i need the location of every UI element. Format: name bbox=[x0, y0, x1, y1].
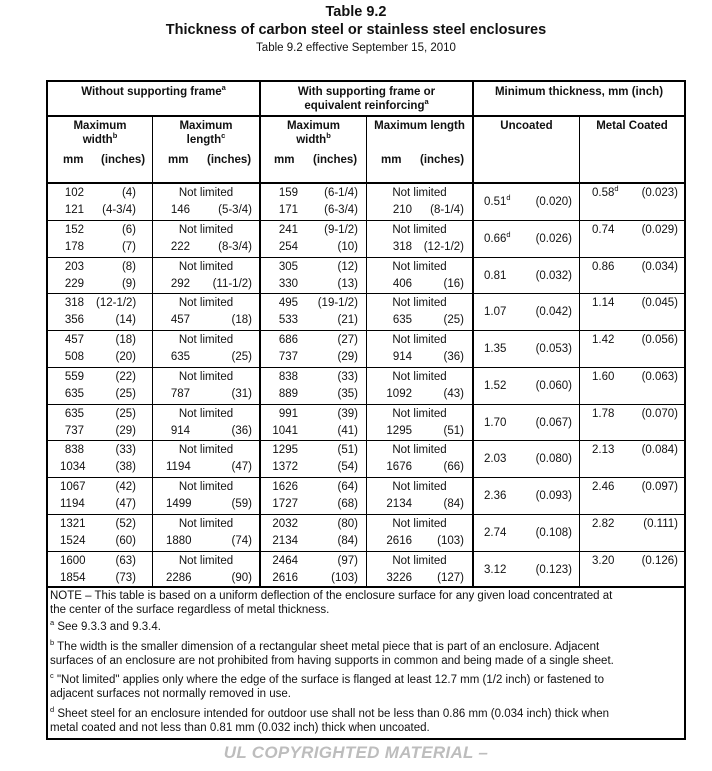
width2-mm: 1626 bbox=[272, 481, 298, 493]
width1-in: (6) bbox=[121, 223, 136, 236]
width1-in: (4-3/4) bbox=[102, 204, 136, 216]
length2-mm: 210 bbox=[392, 204, 412, 216]
header-group3: Minimum thickness, mm (inch) bbox=[494, 86, 664, 98]
width2-mm: 737 bbox=[278, 351, 298, 363]
width1-mm: 508 bbox=[64, 351, 84, 363]
footnote-b: $^b$ The width is the smaller dimension of a rectangular sheet metal piece that is part of an enclosure. Adjacent surfaces of an enclosure are not prohibited from having supports in common and being made of a single sheet. bbox=[50, 638, 614, 667]
coated-mm: 0.86 bbox=[592, 260, 615, 273]
length1-not-limited: Not limited bbox=[178, 223, 234, 236]
col-rule-2 bbox=[259, 80, 261, 586]
length2-mm: 2616 bbox=[386, 534, 412, 547]
width1-mm: 559 bbox=[64, 370, 84, 383]
length2-in: (16) bbox=[443, 277, 464, 290]
coated-mm: 0.58$^d$ bbox=[592, 184, 619, 199]
length1-not-limited: Not limited bbox=[178, 370, 234, 383]
coated-in: (0.126) bbox=[641, 554, 678, 567]
coated-in: (0.056) bbox=[641, 334, 678, 346]
length1-mm: 146 bbox=[170, 204, 190, 216]
width2-in: (12) bbox=[337, 260, 358, 273]
length1-mm: 2286 bbox=[166, 571, 192, 584]
width2-in: (80) bbox=[337, 517, 358, 530]
length1-not-limited: Not limited bbox=[178, 407, 234, 420]
coated-in: (0.034) bbox=[641, 260, 678, 273]
coated-in: (0.097) bbox=[641, 481, 678, 493]
uncoated-in: (0.108) bbox=[535, 526, 572, 539]
length2-not-limited: Not limited bbox=[392, 260, 447, 273]
length2-in: (51) bbox=[443, 424, 464, 437]
length2-mm: 1676 bbox=[386, 461, 412, 474]
uncoated-in: (0.123) bbox=[535, 563, 572, 576]
header-uncoated: Uncoated bbox=[500, 120, 553, 132]
unit-inches-3: (inches) bbox=[313, 154, 358, 166]
width1-mm: 1034 bbox=[60, 461, 86, 474]
width1-mm: 203 bbox=[64, 260, 84, 273]
width1-mm: 121 bbox=[64, 204, 84, 216]
header-group1: Without supporting frame$^a$ bbox=[81, 83, 226, 98]
width2-mm: 2616 bbox=[272, 571, 298, 584]
header-max-length-1: Maximum length$^c$ bbox=[179, 120, 233, 146]
unit-inches-1: (inches) bbox=[101, 154, 146, 166]
length2-in: (127) bbox=[437, 571, 464, 584]
length2-in: (36) bbox=[443, 351, 464, 363]
width1-in: (42) bbox=[115, 481, 136, 493]
coated-in: (0.063) bbox=[641, 370, 678, 383]
uncoated-mm: 1.52 bbox=[484, 379, 507, 392]
effective-date: Table 9.2 effective September 15, 2010 bbox=[256, 42, 456, 54]
width2-mm: 2464 bbox=[272, 554, 298, 567]
width2-mm: 991 bbox=[278, 407, 298, 420]
length2-mm: 914 bbox=[392, 351, 412, 363]
coated-in: (0.111) bbox=[643, 517, 678, 530]
length1-mm: 914 bbox=[170, 424, 190, 437]
length2-not-limited: Not limited bbox=[392, 187, 447, 199]
width1-mm: 737 bbox=[64, 424, 84, 437]
length2-not-limited: Not limited bbox=[392, 554, 447, 567]
width1-mm: 1321 bbox=[60, 517, 86, 530]
length1-in: (25) bbox=[231, 351, 252, 363]
coated-in: (0.045) bbox=[641, 297, 678, 310]
width1-mm: 1194 bbox=[60, 498, 85, 510]
width1-mm: 152 bbox=[64, 223, 84, 236]
width2-mm: 330 bbox=[278, 277, 298, 290]
width2-mm: 171 bbox=[278, 204, 298, 216]
length1-in: (47) bbox=[231, 461, 252, 474]
length2-mm: 406 bbox=[392, 277, 412, 290]
width2-in: (27) bbox=[337, 334, 358, 346]
uncoated-in: (0.080) bbox=[535, 453, 572, 466]
width1-in: (60) bbox=[115, 534, 136, 547]
width1-mm: 457 bbox=[64, 334, 84, 346]
width2-mm: 254 bbox=[278, 240, 298, 253]
length1-in: (8-3/4) bbox=[218, 240, 252, 253]
width1-in: (12-1/2) bbox=[96, 297, 137, 310]
width1-in: (7) bbox=[121, 240, 136, 253]
length1-mm: 222 bbox=[170, 240, 190, 253]
uncoated-mm: 0.81 bbox=[484, 269, 507, 282]
width1-in: (9) bbox=[121, 277, 136, 290]
table-subtitle: Thickness of carbon steel or stainless steel enclosures bbox=[165, 22, 547, 38]
width1-mm: 635 bbox=[64, 387, 84, 400]
length2-in: (66) bbox=[443, 461, 464, 474]
length2-mm: 1092 bbox=[386, 387, 412, 400]
footnote-c: $^c$ "Not limited" applies only where the edge of the surface is flanged at least 12.7 mm (1/2 inch) or fastened to adjacent surfaces not normally removed in use. bbox=[50, 671, 604, 700]
uncoated-mm: 0.51$^d$ bbox=[484, 193, 511, 208]
rule-notes bbox=[46, 586, 686, 588]
unit-inches-4: (inches) bbox=[420, 154, 465, 166]
width1-in: (14) bbox=[115, 314, 136, 327]
width1-in: (33) bbox=[115, 444, 136, 457]
footnote-a: $^a$ See 9.3.3 and 9.3.4. bbox=[50, 618, 161, 633]
width2-in: (6-3/4) bbox=[324, 204, 358, 216]
uncoated-in: (0.067) bbox=[535, 416, 572, 429]
width1-mm: 1854 bbox=[60, 571, 86, 584]
width2-mm: 2134 bbox=[272, 534, 298, 547]
coated-mm: 2.82 bbox=[592, 517, 615, 530]
width2-in: (35) bbox=[337, 387, 358, 400]
width1-in: (52) bbox=[115, 517, 136, 530]
coated-in: (0.084) bbox=[641, 444, 678, 457]
width1-in: (38) bbox=[115, 461, 136, 474]
length1-not-limited: Not limited bbox=[178, 481, 234, 493]
length1-in: (5-3/4) bbox=[218, 204, 252, 216]
width1-in: (4) bbox=[121, 187, 136, 199]
width2-in: (64) bbox=[337, 481, 358, 493]
table-title: Table 9.2 bbox=[325, 4, 387, 20]
width2-mm: 1295 bbox=[272, 444, 298, 457]
width2-in: (13) bbox=[337, 277, 358, 290]
coated-in: (0.023) bbox=[641, 187, 678, 199]
uncoated-mm: 2.36 bbox=[484, 490, 507, 502]
coated-mm: 2.13 bbox=[592, 444, 615, 457]
note-general: NOTE – This table is based on a uniform deflection of the enclosure surface for any given load concentrated at the center of the surface regardless of metal thickness. bbox=[50, 590, 613, 616]
width1-mm: 178 bbox=[64, 240, 84, 253]
col-rule-4 bbox=[472, 80, 474, 586]
width1-in: (18) bbox=[115, 334, 136, 346]
length2-not-limited: Not limited bbox=[392, 517, 447, 530]
width2-mm: 889 bbox=[278, 387, 298, 400]
width2-in: (54) bbox=[337, 461, 358, 474]
length2-in: (25) bbox=[443, 314, 464, 327]
unit-mm-2: mm bbox=[168, 154, 189, 166]
width2-in: (19-1/2) bbox=[317, 297, 358, 310]
coated-mm: 0.74 bbox=[592, 223, 615, 236]
width1-mm: 1067 bbox=[60, 481, 86, 493]
width1-in: (73) bbox=[115, 571, 136, 584]
length1-in: (59) bbox=[231, 498, 252, 510]
length2-in: (8-1/4) bbox=[430, 204, 464, 216]
width2-in: (29) bbox=[337, 351, 358, 363]
width1-mm: 1600 bbox=[60, 554, 86, 567]
coated-mm: 2.46 bbox=[592, 481, 615, 493]
uncoated-mm: 3.12 bbox=[484, 563, 507, 576]
width2-in: (51) bbox=[337, 444, 358, 457]
uncoated-mm: 2.03 bbox=[484, 453, 507, 466]
width1-in: (22) bbox=[115, 370, 136, 383]
width1-in: (47) bbox=[115, 498, 136, 510]
width2-in: (39) bbox=[337, 407, 358, 420]
length1-not-limited: Not limited bbox=[178, 297, 234, 310]
width2-mm: 241 bbox=[278, 223, 298, 236]
uncoated-mm: 1.70 bbox=[484, 416, 507, 429]
length2-in: (84) bbox=[443, 498, 464, 510]
length1-mm: 292 bbox=[170, 277, 190, 290]
coated-mm: 1.60 bbox=[592, 370, 615, 383]
uncoated-in: (0.042) bbox=[535, 306, 572, 319]
uncoated-in: (0.053) bbox=[535, 343, 572, 355]
width2-mm: 838 bbox=[278, 370, 298, 383]
length1-mm: 635 bbox=[170, 351, 190, 363]
unit-mm-1: mm bbox=[63, 154, 84, 166]
uncoated-in: (0.093) bbox=[535, 490, 572, 502]
length1-in: (18) bbox=[231, 314, 252, 327]
length2-not-limited: Not limited bbox=[392, 223, 447, 236]
width1-mm: 318 bbox=[64, 297, 84, 310]
coated-mm: 1.42 bbox=[592, 334, 615, 346]
uncoated-mm: 2.74 bbox=[484, 526, 507, 539]
width2-in: (33) bbox=[337, 370, 358, 383]
length1-in: (74) bbox=[231, 534, 252, 547]
width2-in: (10) bbox=[337, 240, 358, 253]
length1-not-limited: Not limited bbox=[178, 554, 234, 567]
length2-mm: 3226 bbox=[386, 571, 412, 584]
unit-mm-3: mm bbox=[274, 154, 295, 166]
header-group2: With supporting frame or equivalent reinforcing$^a$ bbox=[297, 86, 436, 112]
width2-mm: 1727 bbox=[272, 498, 298, 510]
header-max-width-1: Maximum width$^b$ bbox=[73, 120, 127, 146]
length2-in: (103) bbox=[437, 534, 464, 547]
header-max-width-2: Maximum width$^b$ bbox=[286, 120, 341, 146]
width1-mm: 1524 bbox=[60, 534, 86, 547]
length2-in: (43) bbox=[443, 387, 464, 400]
unit-inches-2: (inches) bbox=[207, 154, 252, 166]
width2-mm: 2032 bbox=[272, 517, 298, 530]
width2-mm: 495 bbox=[278, 297, 298, 310]
length2-mm: 635 bbox=[392, 314, 412, 327]
copyright-footer: UL COPYRIGHTED MATERIAL – bbox=[223, 743, 489, 762]
length1-mm: 1880 bbox=[166, 534, 192, 547]
length2-not-limited: Not limited bbox=[392, 444, 447, 457]
coated-in: (0.029) bbox=[641, 223, 678, 236]
width2-in: (6-1/4) bbox=[324, 187, 358, 199]
uncoated-in: (0.060) bbox=[535, 379, 572, 392]
width2-in: (68) bbox=[337, 498, 358, 510]
length1-mm: 457 bbox=[170, 314, 190, 327]
width2-mm: 533 bbox=[278, 314, 298, 327]
length2-in: (12-1/2) bbox=[423, 240, 464, 253]
width1-mm: 635 bbox=[64, 407, 84, 420]
width2-in: (97) bbox=[337, 554, 358, 567]
width2-in: (103) bbox=[331, 571, 358, 584]
length1-not-limited: Not limited bbox=[178, 334, 234, 346]
coated-mm: 1.14 bbox=[592, 297, 615, 310]
length1-in: (11-1/2) bbox=[212, 277, 252, 290]
length1-in: (31) bbox=[231, 387, 252, 400]
length1-not-limited: Not limited bbox=[178, 187, 234, 199]
coated-in: (0.070) bbox=[641, 407, 678, 420]
length2-mm: 1295 bbox=[386, 424, 412, 437]
width2-in: (9-1/2) bbox=[324, 223, 358, 236]
unit-mm-4: mm bbox=[381, 154, 402, 166]
length2-mm: 2134 bbox=[386, 498, 412, 510]
width2-in: (21) bbox=[337, 314, 358, 327]
width2-mm: 686 bbox=[278, 334, 298, 346]
width1-in: (29) bbox=[115, 424, 136, 437]
coated-mm: 3.20 bbox=[592, 554, 615, 567]
length1-not-limited: Not limited bbox=[178, 444, 234, 457]
length2-not-limited: Not limited bbox=[392, 370, 447, 383]
length1-not-limited: Not limited bbox=[178, 260, 234, 273]
length2-not-limited: Not limited bbox=[392, 334, 447, 346]
width2-mm: 1372 bbox=[272, 461, 298, 474]
length1-in: (36) bbox=[231, 424, 252, 437]
width1-mm: 102 bbox=[64, 187, 84, 199]
header-max-length-2: Maximum length bbox=[374, 120, 465, 132]
width1-mm: 838 bbox=[64, 444, 84, 457]
length2-not-limited: Not limited bbox=[392, 407, 447, 420]
width1-in: (25) bbox=[115, 407, 136, 420]
uncoated-mm: 0.66$^d$ bbox=[484, 229, 511, 245]
length1-mm: 1499 bbox=[166, 498, 192, 510]
width1-in: (8) bbox=[121, 260, 136, 273]
header-metal-coated: Metal Coated bbox=[596, 120, 668, 132]
uncoated-in: (0.026) bbox=[535, 232, 572, 245]
width2-in: (41) bbox=[337, 424, 358, 437]
width2-in: (84) bbox=[337, 534, 358, 547]
uncoated-mm: 1.35 bbox=[484, 343, 507, 355]
length2-mm: 318 bbox=[392, 240, 412, 253]
width2-mm: 159 bbox=[278, 187, 298, 199]
length1-mm: 787 bbox=[170, 387, 190, 400]
footnote-d: $^d$ Sheet steel for an enclosure intended for outdoor use shall not be less than 0.86 mm (0.034 inch) thick when metal coated and not less than 0.81 mm (0.032 inch) thick when uncoated. bbox=[50, 705, 610, 734]
length2-not-limited: Not limited bbox=[392, 481, 447, 493]
width2-mm: 1041 bbox=[272, 424, 298, 437]
width1-in: (63) bbox=[115, 554, 136, 567]
uncoated-mm: 1.07 bbox=[484, 306, 507, 319]
width1-mm: 356 bbox=[64, 314, 84, 327]
uncoated-in: (0.020) bbox=[535, 196, 572, 208]
width2-mm: 305 bbox=[278, 260, 298, 273]
length1-mm: 1194 bbox=[166, 461, 191, 474]
length2-not-limited: Not limited bbox=[392, 297, 447, 310]
length1-in: (90) bbox=[231, 571, 252, 584]
col-rule-5 bbox=[579, 116, 580, 586]
width1-in: (20) bbox=[115, 351, 136, 363]
uncoated-in: (0.032) bbox=[535, 269, 572, 282]
coated-mm: 1.78 bbox=[592, 407, 615, 420]
length1-not-limited: Not limited bbox=[178, 517, 234, 530]
width1-in: (25) bbox=[115, 387, 136, 400]
width1-mm: 229 bbox=[64, 277, 84, 290]
